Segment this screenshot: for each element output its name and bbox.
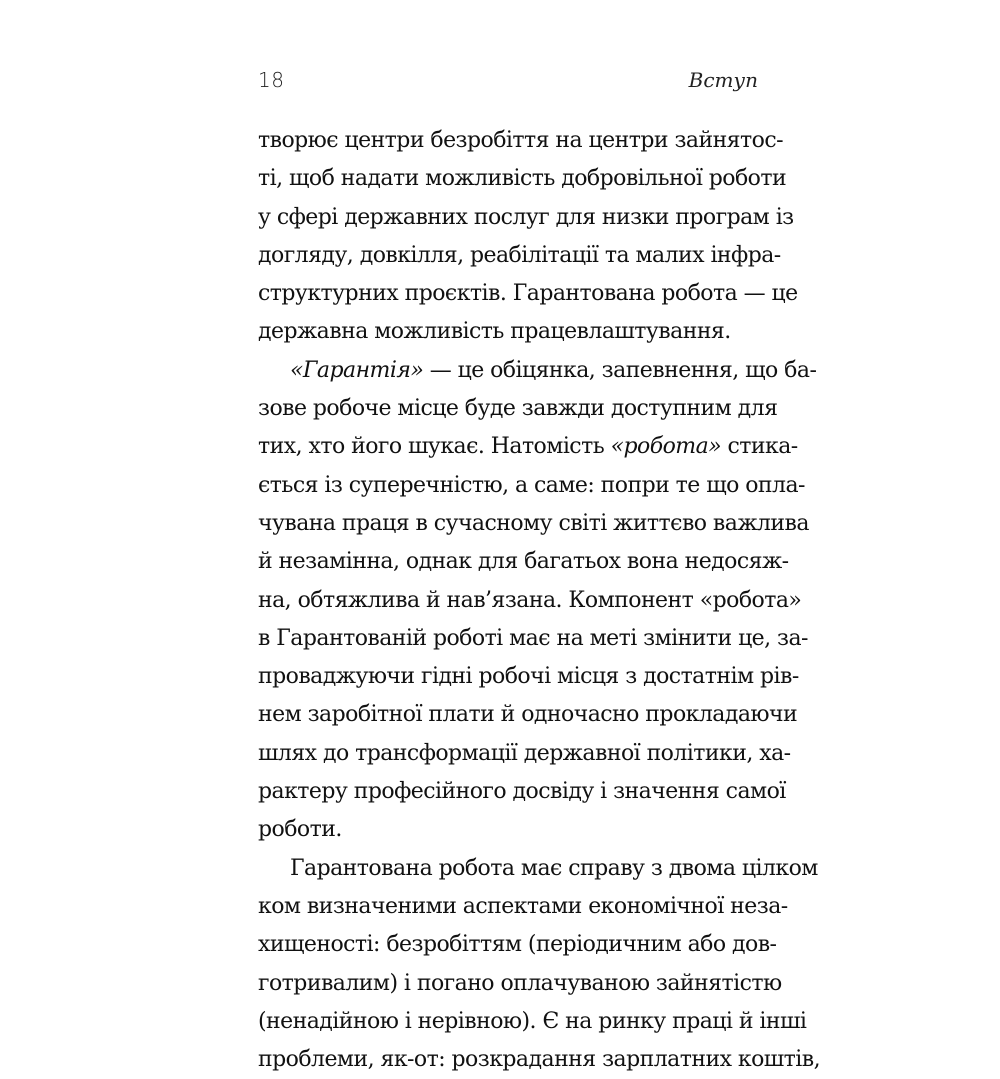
text-fragment: — це обіцянка, запевнення, що ба- bbox=[423, 357, 817, 383]
text-line: нем заробітної плати й одночасно прокладаючи bbox=[258, 702, 798, 728]
text-line: проваджуючи гідні робочі місця з достатнім рів- bbox=[258, 664, 799, 690]
italic-term: «робота» bbox=[610, 434, 722, 460]
running-head bbox=[258, 68, 758, 98]
text-line: готривалим) і погано оплачуваною зайнятістю bbox=[258, 970, 782, 996]
text-line: державна можливість працевлаштування. bbox=[258, 319, 731, 345]
text-line: в Гарантованій роботі має на меті змінити це, за- bbox=[258, 625, 808, 651]
paragraph-3 bbox=[258, 850, 821, 1079]
text-line: творює центри безробіття на центри зайнятос- bbox=[258, 128, 783, 153]
text-line: чувана праця в сучасному світі життєво важлива bbox=[258, 510, 809, 536]
text-fragment: стика- bbox=[721, 434, 798, 460]
text-line: у сфері державних послуг для низки програм із bbox=[258, 204, 794, 230]
text-line: хищеності: безробіттям (періодичним або дов- bbox=[258, 932, 777, 958]
paragraph-2 bbox=[258, 352, 817, 850]
page-number: 18 bbox=[258, 68, 285, 92]
text-line: структурних проєктів. Гарантована робота — це bbox=[258, 281, 798, 307]
text-line: зове робоче місце буде завжди доступним для bbox=[258, 396, 778, 422]
text-line: Гарантована робота має справу з двома цілком bbox=[290, 855, 818, 881]
text-line: ком визначеними аспектами економічної неза- bbox=[258, 893, 788, 919]
text-line bbox=[258, 428, 798, 466]
text-line: догляду, довкілля, реабілітації та малих інфра- bbox=[258, 242, 781, 268]
body-text bbox=[258, 122, 821, 1079]
text-line: шлях до трансформації державної політики, ха- bbox=[258, 740, 791, 766]
text-fragment: тих, хто його шукає. Натомість bbox=[258, 434, 611, 460]
italic-term: «Гарантія» bbox=[290, 357, 424, 383]
text-line: ті, щоб надати можливість добровільної роботи bbox=[258, 166, 787, 192]
text-line: ється із суперечністю, а саме: попри те що опла- bbox=[258, 472, 805, 498]
text-line: проблеми, як-от: розкрадання зарплатних коштів, bbox=[258, 1047, 821, 1073]
text-line bbox=[258, 352, 817, 390]
text-line: роботи. bbox=[258, 817, 342, 843]
text-line: на, обтяжлива й нав’язана. Компонент «робота» bbox=[258, 587, 802, 613]
text-line: й незамінна, однак для багатьох вона недосяж- bbox=[258, 549, 789, 575]
section-title: Вступ bbox=[688, 68, 758, 92]
paragraph-1 bbox=[258, 122, 798, 352]
text-line: (ненадійною і нерівною). Є на ринку праці й інші bbox=[258, 1008, 807, 1034]
text-line: рактеру професійного досвіду і значення самої bbox=[258, 779, 786, 805]
